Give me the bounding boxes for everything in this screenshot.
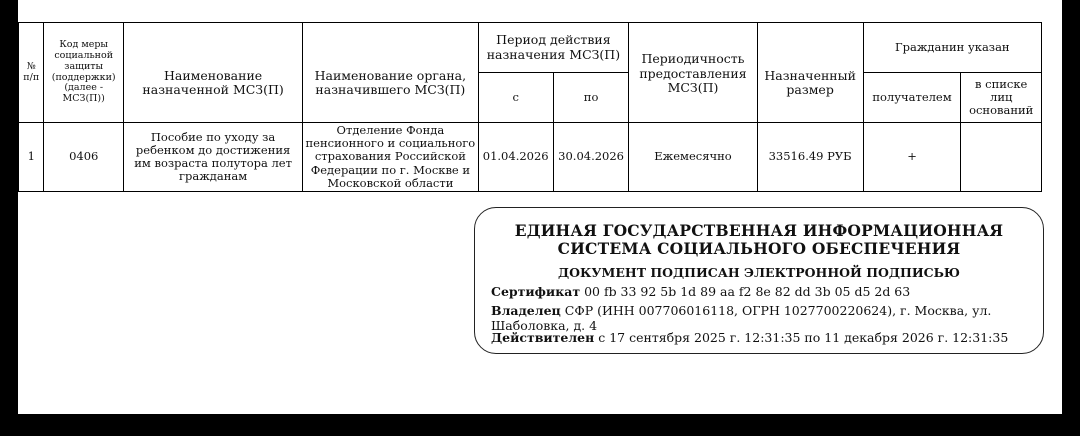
header-basis-list: в списке лиц оснований <box>961 73 1042 123</box>
cell-org: Отделение Фонда пенсионного и социального страхования Российской Федерации по г. Москве и Московской области <box>303 123 478 192</box>
cell-to: 30.04.2026 <box>553 123 628 192</box>
stamp-subtitle: ДОКУМЕНТ ПОДПИСАН ЭЛЕКТРОННОЙ ПОДПИСЬЮ <box>558 265 960 280</box>
header-code: Код меры социальной защиты (поддержки) (далее - МСЗ(П)) <box>44 23 123 123</box>
mszp-table <box>18 22 1042 192</box>
header-org: Наименование органа, назначившего МСЗ(П) <box>303 23 478 123</box>
electronic-signature-stamp <box>474 207 1044 354</box>
cell-amount: 33516.49 РУБ <box>757 123 863 192</box>
header-period: Период действия назначения МСЗ(П) <box>478 23 629 73</box>
cell-num: 1 <box>19 123 44 192</box>
stamp-validity: Действителен с 17 сентября 2025 г. 12:31:35 по 11 декабря 2026 г. 12:31:35 <box>491 330 1009 345</box>
cell-frequency: Ежемесячно <box>629 123 757 192</box>
header-period-from: с <box>478 73 553 123</box>
stamp-owner-address: Шаболовка, д. 4 <box>491 318 598 333</box>
bottom-bar <box>0 414 1080 436</box>
header-frequency: Периодичность предоставления МСЗ(П) <box>629 23 757 123</box>
header-recipient: получателем <box>863 73 961 123</box>
header-num: № п/п <box>19 23 44 123</box>
cell-from: 01.04.2026 <box>478 123 553 192</box>
header-name: Наименование назначенной МСЗ(П) <box>123 23 302 123</box>
header-citizen: Гражданин указан <box>863 23 1041 73</box>
header-period-to: по <box>553 73 628 123</box>
cell-code: 0406 <box>44 123 123 192</box>
cell-basis-list <box>961 123 1042 192</box>
stamp-title: ЕДИНАЯ ГОСУДАРСТВЕННАЯ ИНФОРМАЦИОННАЯ СИСТЕМА СОЦИАЛЬНОГО ОБЕСПЕЧЕНИЯ <box>514 221 1004 258</box>
stamp-owner: Владелец СФР (ИНН 007706016118, ОГРН 1027700220624), г. Москва, ул. <box>491 303 992 318</box>
table-row <box>19 123 1042 192</box>
stamp-certificate: Сертификат 00 fb 33 92 5b 1d 89 aa f2 8e 82 dd 3b 05 d5 2d 63 <box>491 284 911 299</box>
cell-name: Пособие по уходу за ребенком до достижения им возраста полутора лет гражданам <box>123 123 302 192</box>
header-amount: Назначенный размер <box>757 23 863 123</box>
cell-recipient: + <box>863 123 961 192</box>
